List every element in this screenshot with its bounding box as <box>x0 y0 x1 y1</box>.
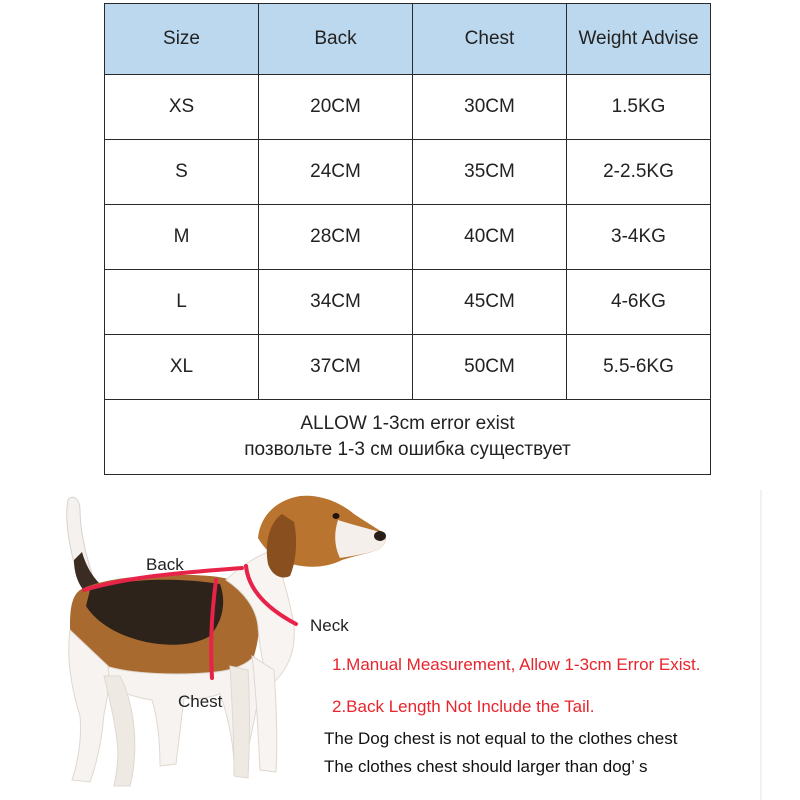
table-row <box>105 270 711 335</box>
label-back: Back <box>146 555 184 574</box>
cell-size: S <box>105 140 259 205</box>
cell-chest: 50CM <box>413 335 567 400</box>
cell-back: 28CM <box>259 205 413 270</box>
cell-weight: 2-2.5KG <box>567 140 711 205</box>
cell-chest: 35CM <box>413 140 567 205</box>
tolerance-note-russian: позвольте 1-3 см ошибка существует <box>244 439 571 460</box>
header-back: Back <box>259 4 413 75</box>
cell-back: 20CM <box>259 75 413 140</box>
cell-size: XS <box>105 75 259 140</box>
table-row <box>105 75 711 140</box>
header-size: Size <box>105 4 259 75</box>
dog-eye <box>333 513 340 519</box>
cell-size: M <box>105 205 259 270</box>
header-chest: Chest <box>413 4 567 75</box>
tolerance-note-cell <box>105 400 711 475</box>
cell-back: 37CM <box>259 335 413 400</box>
header-weight-advise: Weight Advise <box>567 4 711 75</box>
table-note-row <box>105 400 711 475</box>
cell-weight: 3-4KG <box>567 205 711 270</box>
note-back-length: 2.Back Length Not Include the Tail. <box>332 697 595 716</box>
table-row <box>105 140 711 205</box>
dog-front-leg-2 <box>230 666 250 778</box>
size-chart-table <box>104 3 711 475</box>
cell-weight: 1.5KG <box>567 75 711 140</box>
edge-divider <box>760 490 762 800</box>
cell-weight: 5.5-6KG <box>567 335 711 400</box>
dog-nose <box>374 531 386 541</box>
cell-chest: 45CM <box>413 270 567 335</box>
cell-back: 24CM <box>259 140 413 205</box>
cell-back: 34CM <box>259 270 413 335</box>
cell-size: L <box>105 270 259 335</box>
cell-weight: 4-6KG <box>567 270 711 335</box>
cell-chest: 30CM <box>413 75 567 140</box>
table-row <box>105 335 711 400</box>
label-chest: Chest <box>178 692 223 711</box>
tolerance-note-english: ALLOW 1-3cm error exist <box>300 413 515 434</box>
cell-size: XL <box>105 335 259 400</box>
cell-chest: 40CM <box>413 205 567 270</box>
table-row <box>105 205 711 270</box>
note-chest-not-equal: The Dog chest is not equal to the clothes chest <box>324 729 678 748</box>
label-neck: Neck <box>310 616 349 635</box>
dog-measurement-illustration <box>20 480 420 800</box>
table-header-row <box>105 4 711 75</box>
note-manual-measurement: 1.Manual Measurement, Allow 1-3cm Error Exist. <box>332 655 701 674</box>
note-chest-larger: The clothes chest should larger than dog’ s <box>324 757 648 776</box>
